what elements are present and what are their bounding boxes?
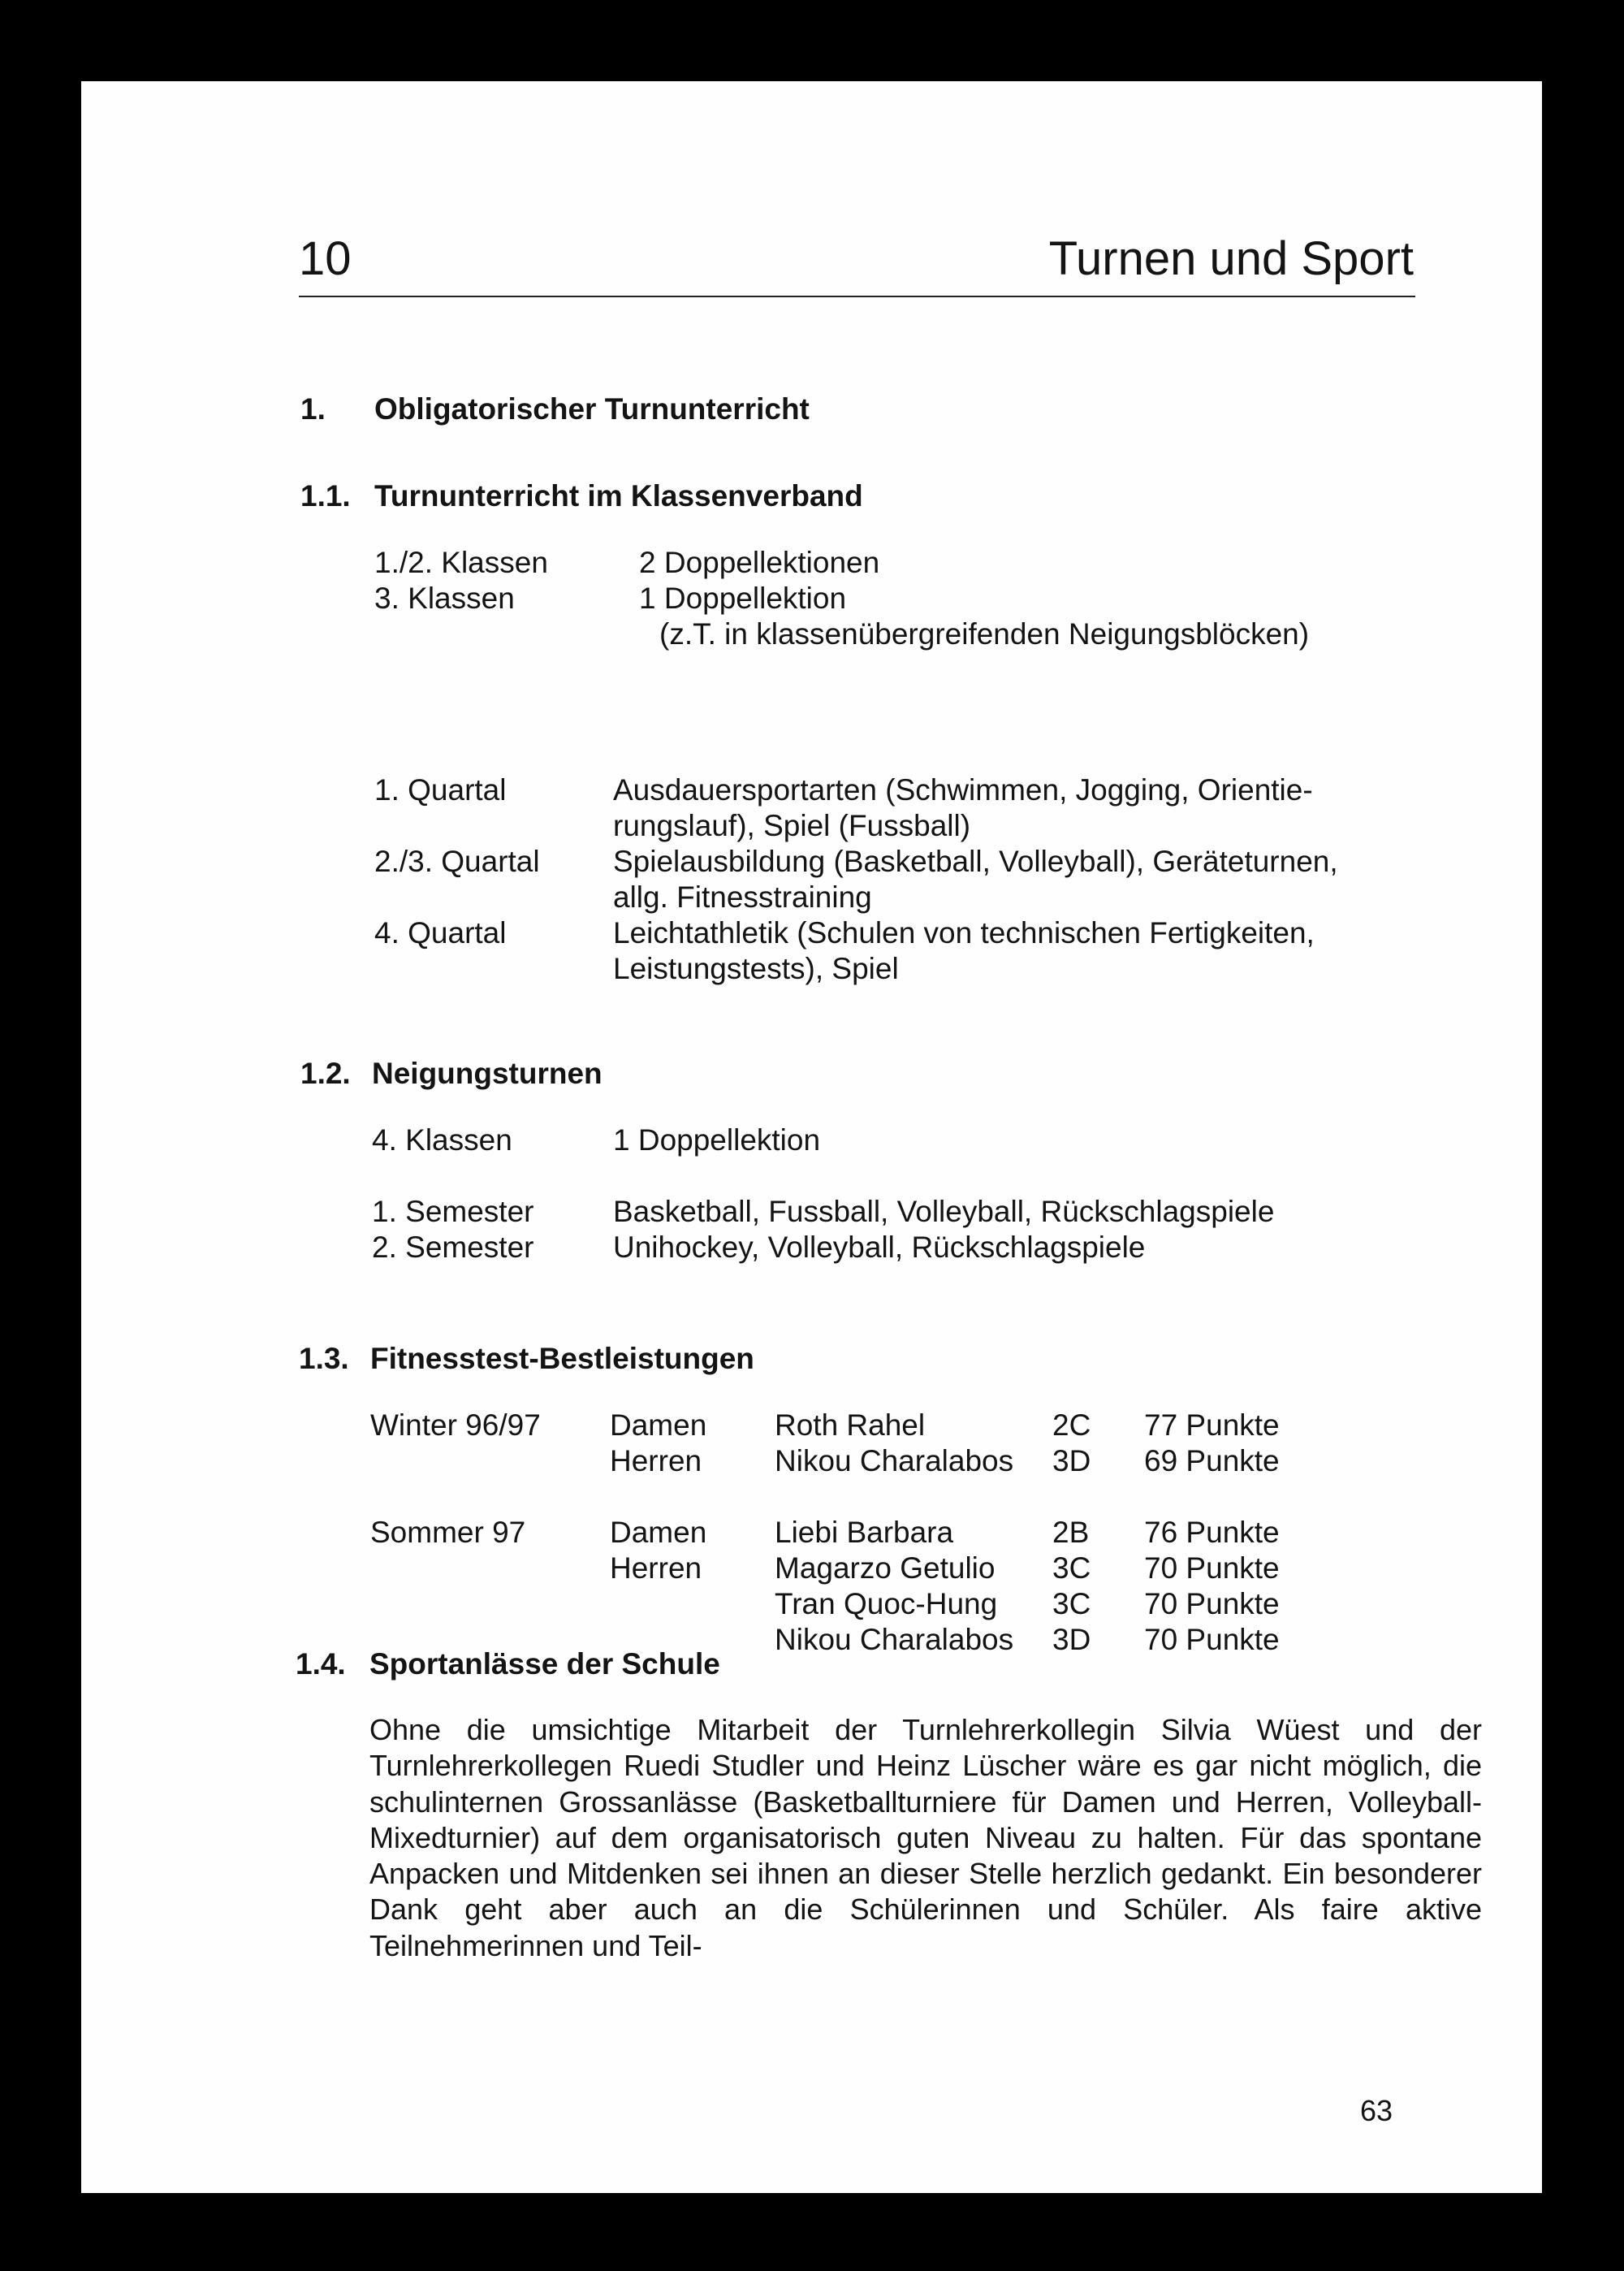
class-cell: 3D [1052,1444,1091,1477]
points-cell: 70 Punkte [1144,1551,1280,1585]
quarter-label: 1. Quartal [374,773,507,807]
class-cell: 3D [1052,1623,1091,1656]
section-1-4-paragraph [369,1712,1482,1964]
semester-value: Basketball, Fussball, Volleyball, Rückschlagspiele [613,1195,1275,1228]
quarter-label: 2./3. Quartal [374,845,540,878]
category-cell: Herren [610,1551,702,1585]
header-rule [299,296,1415,297]
class-label: 3. Klassen [374,582,515,615]
quarter-text: Spielausbildung (Basketball, Volleyball), Geräteturnen, [613,845,1338,878]
class-note: (z.T. in klassenübergreifenden Neigungsblöcken) [659,617,1310,651]
document-page [81,81,1542,2193]
section-1-title: Obligatorischer Turnunterricht [374,392,810,426]
class-value: 2 Doppellektionen [639,546,880,579]
points-cell: 69 Punkte [1144,1444,1280,1477]
section-1-1-title: Turnunterricht im Klassenverband [374,479,863,513]
name-cell: Liebi Barbara [775,1516,954,1549]
class-label: 4. Klassen [372,1123,512,1157]
points-cell: 70 Punkte [1144,1587,1280,1620]
class-cell: 3C [1052,1587,1091,1620]
section-1-2-title: Neigungsturnen [372,1057,603,1090]
class-label: 1./2. Klassen [374,546,548,579]
points-cell: 70 Punkte [1144,1623,1280,1656]
points-cell: 76 Punkte [1144,1516,1280,1549]
chapter-number: 10 [299,232,352,285]
quarter-text: Leistungstests), Spiel [613,952,899,985]
name-cell: Magarzo Getulio [775,1551,996,1585]
quarter-text: Leichtathletik (Schulen von technischen Fertigkeiten, [613,916,1315,949]
category-cell: Damen [610,1408,707,1442]
quarter-label: 4. Quartal [374,916,507,949]
paragraph-text: Ohne die umsichtige Mitarbeit der Turnlehrerkollegin Silvia Wüest und der Turnlehrerkollegen Ruedi Studler und Heinz Lüscher wäre es gar nicht möglich, die schulinternen Grossanlässe (Basketballturniere für Damen und Herren, Volleyball-Mixedturnier) auf dem organisatorisch guten Niveau zu halten. Für das spontane Anpacken und Mitdenken sei ihnen an dieser Stelle herzlich gedankt. Ein besonderer Dank geht aber auch an die Schülerinnen und Schüler. Als faire aktive Teilnehmerinnen und Teil- [369,1713,1482,1962]
points-cell: 77 Punkte [1144,1408,1280,1442]
class-cell: 2C [1052,1408,1091,1442]
name-cell: Tran Quoc-Hung [775,1587,998,1620]
section-1-4-title: Sportanlässe der Schule [369,1647,720,1681]
section-1-number: 1. [300,392,326,426]
class-cell: 3C [1052,1551,1091,1585]
quarter-text: allg. Fitnesstraining [613,880,872,914]
section-1-3-number: 1.3. [299,1342,349,1375]
season-cell: Sommer 97 [370,1516,526,1549]
class-value: 1 Doppellektion [639,582,847,615]
category-cell: Damen [610,1516,707,1549]
quarter-text: rungslauf), Spiel (Fussball) [613,809,971,842]
quarter-text: Ausdauersportarten (Schwimmen, Jogging, Orientie- [613,773,1313,807]
semester-label: 2. Semester [372,1231,534,1264]
class-value: 1 Doppellektion [613,1123,821,1157]
name-cell: Nikou Charalabos [775,1623,1014,1656]
category-cell: Herren [610,1444,702,1477]
page-number: 63 [1360,2094,1393,2127]
class-cell: 2B [1052,1516,1090,1549]
chapter-title: Turnen und Sport [1048,232,1414,285]
section-1-3-title: Fitnesstest-Bestleistungen [370,1342,754,1375]
name-cell: Roth Rahel [775,1408,926,1442]
name-cell: Nikou Charalabos [775,1444,1014,1477]
season-cell: Winter 96/97 [370,1408,541,1442]
semester-value: Unihockey, Volleyball, Rückschlagspiele [613,1231,1146,1264]
semester-label: 1. Semester [372,1195,534,1228]
section-1-1-number: 1.1. [300,479,351,513]
section-1-4-number: 1.4. [296,1647,346,1681]
section-1-2-number: 1.2. [300,1057,351,1090]
